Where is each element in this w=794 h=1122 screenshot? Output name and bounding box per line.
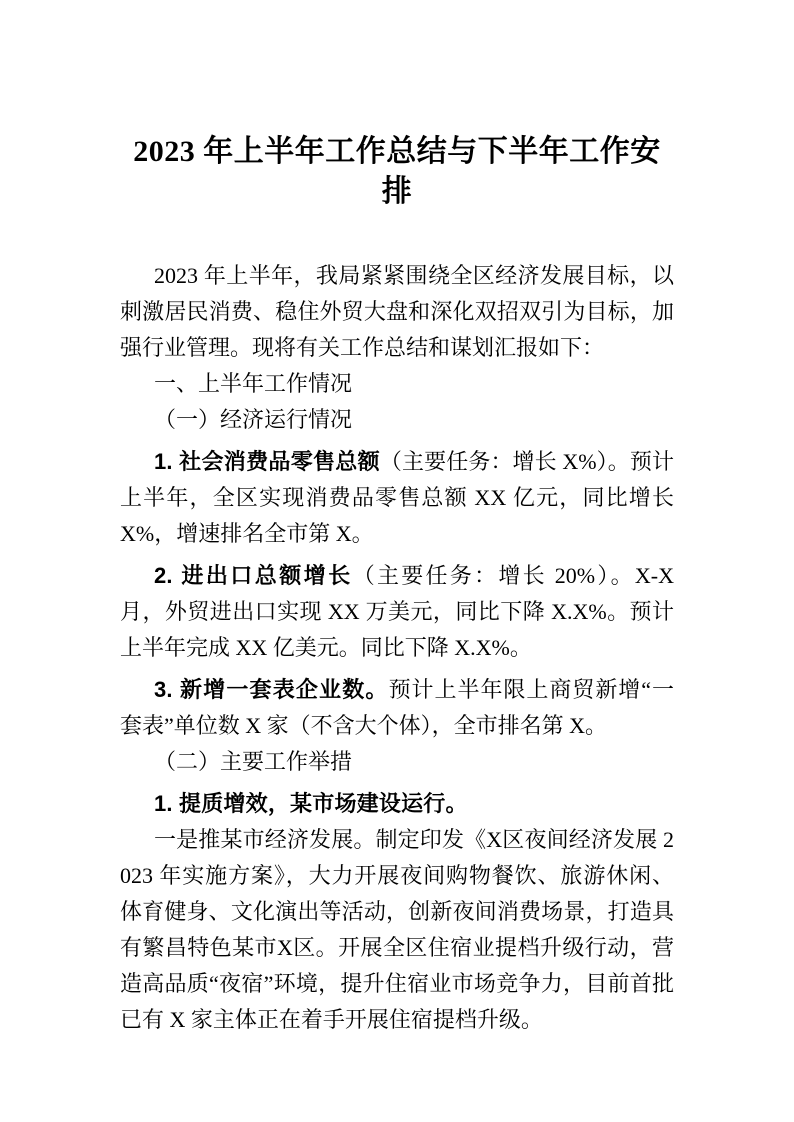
numbered-item-quality-improvement-lead: 1. 提质增效，某市场建设运行。 xyxy=(154,791,468,816)
numbered-item-quality-improvement xyxy=(120,786,674,822)
numbered-item-import-export-body: （主要任务：增长 20%）。X-X 月，外贸进出口实现 XX 万美元，同比下降 X.X%。预计上半年完成 XX 亿美元。同比下降 X.X%。 xyxy=(120,563,674,660)
document-title: 2023 年上半年工作总结与下半年工作安排 xyxy=(133,135,661,208)
numbered-item-new-enterprises-body: 预计上半年限上商贸新增“一套表”单位数 X 家（不含大个体），全市排名第 X。 xyxy=(120,677,674,738)
subsection-heading-economic-operation: （一）经济运行情况 xyxy=(154,407,353,432)
body-paragraph-night-economy: 一是推某市经济发展。制定印发《X区夜间经济发展 2023 年实施方案》，大力开展夜间购物餐饮、旅游休闲、体育健身、文化演出等活动，创新夜间消费场景，打造具有繁昌特色某市X区。开展全区住宿业提档升级行动，营造高品质“夜宿”环境，提升住宿业市场竞争力，目前首批已有 X 家主体正在着手开展住宿提档升级。 xyxy=(120,827,674,1032)
numbered-item-new-enterprises-lead: 3. 新增一套表企业数。 xyxy=(154,677,389,702)
intro-paragraph: 2023 年上半年，我局紧紧围绕全区经济发展目标，以刺激居民消费、稳住外贸大盘和深化双招双引为目标，加强行业管理。现将有关工作总结和谋划汇报如下： xyxy=(120,263,674,360)
numbered-item-retail-sales-body: （主要任务：增长 X%）。预计上半年，全区实现消费品零售总额 XX 亿元，同比增长 X%，增速排名全市第 X。 xyxy=(120,449,674,546)
numbered-item-new-enterprises xyxy=(120,672,674,744)
numbered-item-import-export-lead: 2. 进出口总额增长 xyxy=(154,563,353,588)
numbered-item-retail-sales-lead: 1. 社会消费品零售总额 xyxy=(154,449,380,474)
numbered-item-retail-sales xyxy=(120,444,674,552)
subsection-heading-main-measures: （二）主要工作举措 xyxy=(154,749,353,774)
section-heading-first-half: 一、上半年工作情况 xyxy=(154,371,353,396)
numbered-item-import-export xyxy=(120,558,674,666)
